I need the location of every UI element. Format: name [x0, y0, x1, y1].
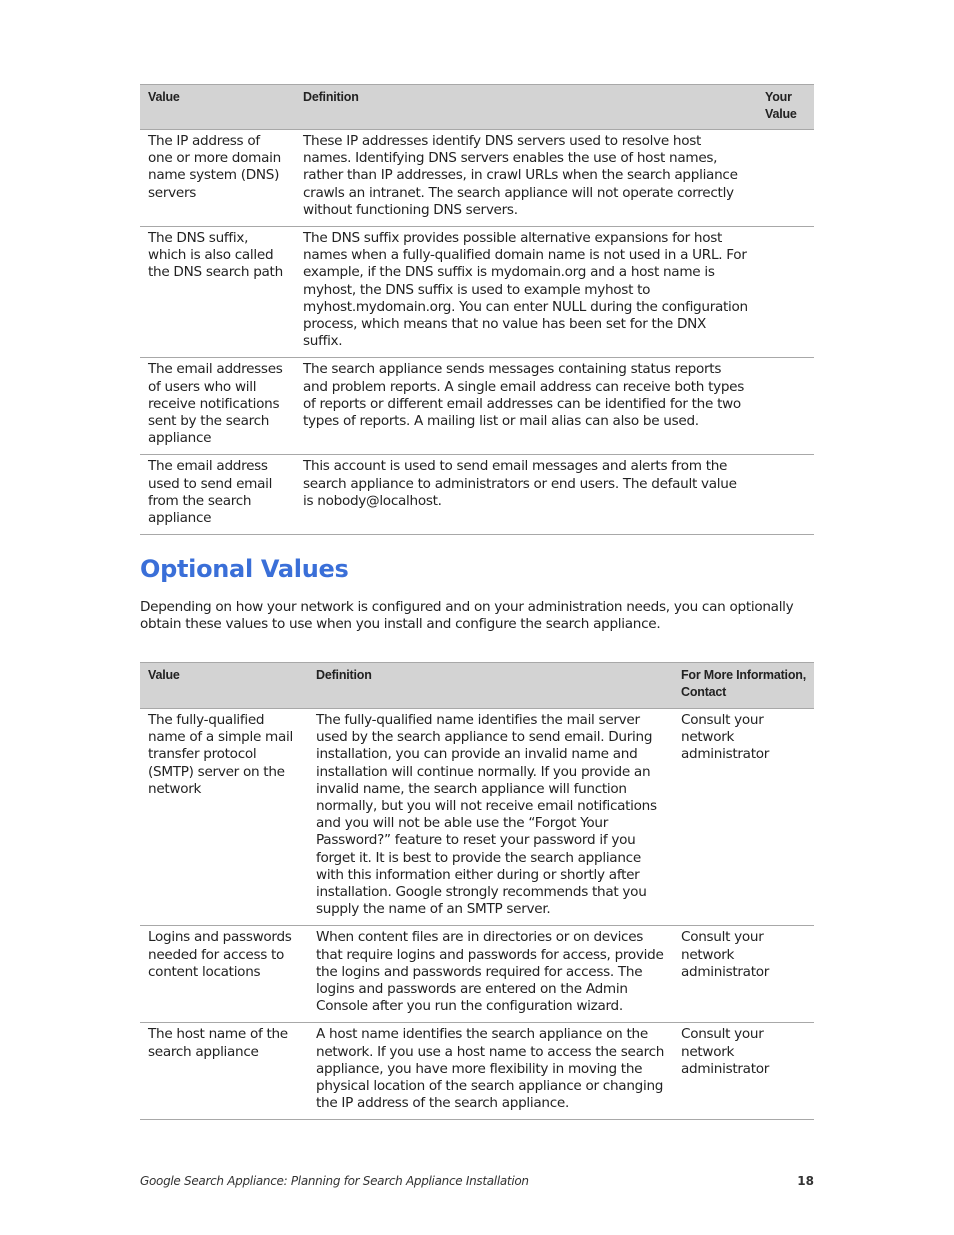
cell-value: The IP address of one or more domain name system (DNS) servers: [140, 130, 295, 227]
table-header-row: [140, 85, 814, 130]
header-value: Value: [140, 663, 308, 709]
required-values-table: [140, 84, 814, 535]
cell-contact: Consult your network administrator: [673, 926, 814, 1023]
cell-definition: A host name identifies the search appliance on the network. If you use a host name to access the search appliance, you have more flexibility in moving the physical location of the search appliance or changing the IP address of the search appliance.: [308, 1023, 673, 1120]
table-row: [140, 227, 814, 358]
cell-definition: This account is used to send email messages and alerts from the search appliance to administrators or end users. The default value is nobody@localhost.: [295, 455, 757, 535]
cell-your-value: [757, 455, 814, 535]
footer-title: Google Search Appliance: Planning for Search Appliance Installation: [140, 1174, 529, 1188]
header-your-value: Your Value: [757, 85, 814, 130]
cell-definition: The fully-qualified name identifies the mail server used by the search appliance to send email. During installation, you can provide an invalid name and installation will continue normally. If you provide an invalid name, the search appliance will function normally, but you will not receive email notifications and you will not be able use the “Forgot Your Password?” feature to reset your password if you forget it. It is best to provide the search appliance with this information either during or shortly after installation. Google strongly recommends that you supply the name of an SMTP server.: [308, 709, 673, 926]
cell-value: The host name of the search appliance: [140, 1023, 308, 1120]
cell-your-value: [757, 358, 814, 455]
cell-value: The DNS suffix, which is also called the DNS search path: [140, 227, 295, 358]
cell-contact: Consult your network administrator: [673, 1023, 814, 1120]
page-content: [140, 84, 814, 1112]
optional-values-table: [140, 662, 814, 1120]
section-heading: Optional Values: [140, 555, 349, 583]
page-footer: [140, 1173, 814, 1190]
table-row: [140, 1023, 814, 1120]
cell-definition: These IP addresses identify DNS servers used to resolve host names. Identifying DNS servers enables the use of host names, rather than IP addresses, in crawl URLs when the search appliance crawls an intranet. The search appliance will not operate correctly without functioning DNS servers.: [295, 130, 757, 227]
header-value: Value: [140, 85, 295, 130]
header-definition: Definition: [308, 663, 673, 709]
cell-value: The email address used to send email from the search appliance: [140, 455, 295, 535]
table-row: [140, 455, 814, 535]
section-intro: Depending on how your network is configured and on your administration needs, you can optionally obtain these values to use when you install and configure the search appliance.: [140, 599, 794, 633]
page-number: 18: [797, 1174, 814, 1188]
cell-your-value: [757, 227, 814, 358]
header-definition: Definition: [295, 85, 757, 130]
table-row: [140, 926, 814, 1023]
table-row: [140, 130, 814, 227]
header-contact: For More Information, Contact: [673, 663, 814, 709]
table-row: [140, 358, 814, 455]
cell-definition: When content files are in directories or on devices that require logins and passwords for access, provide the logins and passwords required for access. The logins and passwords are entered on the Admin Console after you run the configuration wizard.: [308, 926, 673, 1023]
cell-contact: Consult your network administrator: [673, 709, 814, 926]
cell-value: The fully-qualified name of a simple mail transfer protocol (SMTP) server on the network: [140, 709, 308, 926]
cell-your-value: [757, 130, 814, 227]
table-header-row: [140, 663, 814, 709]
cell-value: The email addresses of users who will receive notifications sent by the search appliance: [140, 358, 295, 455]
cell-definition: The DNS suffix provides possible alternative expansions for host names when a fully-qualified domain name is not used in a URL. For example, if the DNS suffix is mydomain.org and a host name is myhost, the DNS suffix is used to example myhost to myhost.mydomain.org. You can enter NULL during the configuration process, which means that no value has been set for the DNX suffix.: [295, 227, 757, 358]
table-row: [140, 709, 814, 926]
cell-definition: The search appliance sends messages containing status reports and problem reports. A single email address can receive both types of reports or different email addresses can be identified for the two types of reports. A mailing list or mail alias can also be used.: [295, 358, 757, 455]
cell-value: Logins and passwords needed for access to content locations: [140, 926, 308, 1023]
